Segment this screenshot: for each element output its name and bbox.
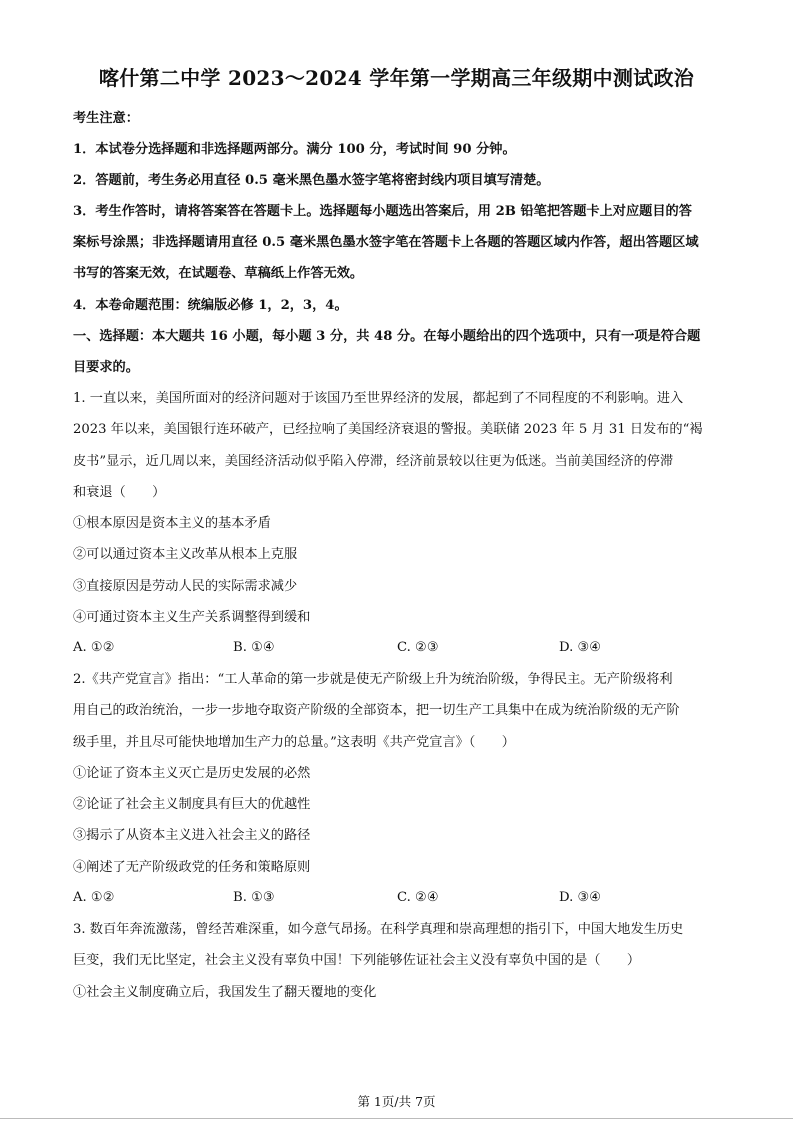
notice-item: 3．考生作答时，请将答案答在答题卡上。选择题每小题选出答案后，用 2B 铅笔把答题卡上对应题目的答 <box>73 204 692 219</box>
q3-statement: ①社会主义制度确立后，我国发生了翻天覆地的变化 <box>73 985 377 1000</box>
q1-statement: ②可以通过资本主义改革从根本上克服 <box>73 547 298 562</box>
q2-statement: ①论证了资本主义灭亡是历史发展的必然 <box>73 766 311 781</box>
q2-stem: 2.《共产党宣言》指出：“工人革命的第一步就是使无产阶级上升为统治阶级，争得民主。无产阶级将利 <box>73 672 673 687</box>
q1-option-d[interactable]: D. ③④ <box>559 640 602 655</box>
q2-option-b[interactable]: B. ①③ <box>233 890 275 905</box>
q1-statement: ③直接原因是劳动人民的实际需求减少 <box>73 579 298 594</box>
page-title: 喀什第二中学 2023～2024 学年第一学期高三年级期中测试政治 <box>98 66 695 90</box>
q1-statement: ①根本原因是资本主义的基本矛盾 <box>73 516 271 531</box>
notice-item: 2．答题前，考生务必用直径 0.5 毫米黑色墨水签字笔将密封线内项目填写清楚。 <box>73 173 550 188</box>
q1-option-a[interactable]: A. ①② <box>73 640 115 655</box>
q3-stem: 3. 数百年奔流激荡，曾经苦难深重，如今意气昂扬。在科学真理和崇高理想的指引下，中国大地发生历史 <box>73 922 684 937</box>
q1-option-b[interactable]: B. ①④ <box>233 640 275 655</box>
page-number: 第 1页/共 7页 <box>357 1094 436 1109</box>
q2-stem: 级手里，并且尽可能快地增加生产力的总量。”这表明《共产党宣言》（ ） <box>73 735 515 750</box>
q1-stem: 皮书”显示，近几周以来，美国经济活动似乎陷入停滞，经济前景较以往更为低迷。当前美国经济的停滞 <box>73 454 674 469</box>
q1-stem: 2023 年以来，美国银行连环破产，已经拉响了美国经济衰退的警报。美联储 2023 年 5 月 31 日发布的“褐 <box>73 422 703 437</box>
q2-option-c[interactable]: C. ②④ <box>397 890 439 905</box>
notice-heading: 考生注意： <box>73 111 139 126</box>
q2-statement: ②论证了社会主义制度具有巨大的优越性 <box>73 797 311 812</box>
q1-option-c[interactable]: C. ②③ <box>397 640 439 655</box>
q2-options <box>73 890 733 907</box>
q2-option-a[interactable]: A. ①② <box>73 890 115 905</box>
notice-item: 4．本卷命题范围：统编版必修 1，2，3，4。 <box>73 298 348 313</box>
notice-item: 1．本试卷分选择题和非选择题两部分。满分 100 分，考试时间 90 分钟。 <box>73 142 516 157</box>
footer-divider <box>0 1118 793 1119</box>
q2-stem: 用自己的政治统治，一步一步地夺取资产阶级的全部资本，把一切生产工具集中在成为统治阶级的无产阶 <box>73 703 680 718</box>
section-heading-cont: 目要求的。 <box>73 360 139 375</box>
q2-statement: ③揭示了从资本主义进入社会主义的路径 <box>73 828 311 843</box>
q1-statement: ④可通过资本主义生产关系调整得到缓和 <box>73 610 311 625</box>
notice-item: 书写的答案无效，在试题卷、草稿纸上作答无效。 <box>73 266 364 281</box>
q3-stem: 巨变，我们无比坚定，社会主义没有辜负中国！下列能够佐证社会主义没有辜负中国的是（ ） <box>73 953 641 968</box>
q2-option-d[interactable]: D. ③④ <box>559 890 602 905</box>
q2-statement: ④阐述了无产阶级政党的任务和策略原则 <box>73 860 311 875</box>
q1-stem: 和衰退（ ） <box>73 485 166 500</box>
section-heading: 一、选择题：本大题共 16 小题，每小题 3 分，共 48 分。在每小题给出的四个选项中，只有一项是符合题 <box>73 329 701 344</box>
q1-options <box>73 640 733 657</box>
notice-item: 案标号涂黑；非选择题请用直径 0.5 毫米黑色墨水签字笔在答题卡上各题的答题区域内作答，超出答题区域 <box>73 235 699 250</box>
q1-stem: 1. 一直以来，美国所面对的经济问题对于该国乃至世界经济的发展，都起到了不同程度的不利影响。进入 <box>73 391 684 406</box>
